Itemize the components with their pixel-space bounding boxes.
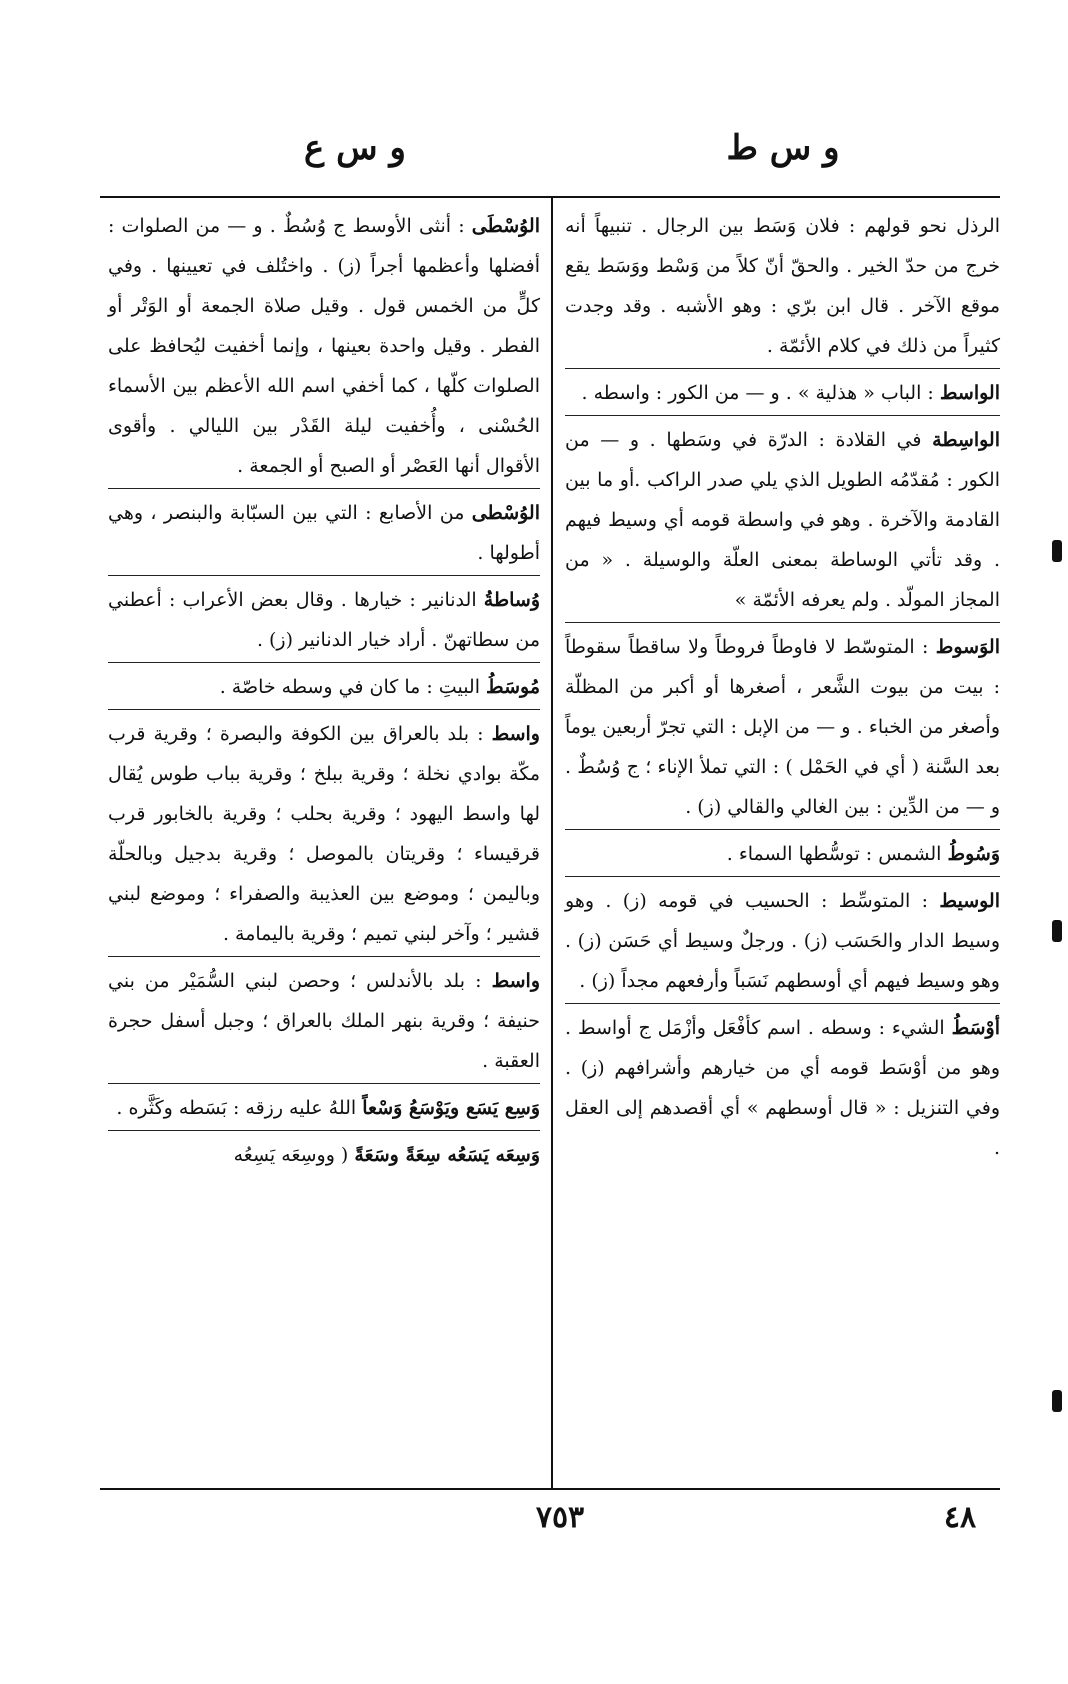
entry-headword: الواسِطة (932, 429, 1000, 451)
entry-text: البيتِ : ما كان في وسطه خاصّة . (219, 676, 480, 698)
page-number-right: ٤٨ (943, 1500, 977, 1535)
entry (565, 1003, 1000, 1168)
entry (565, 204, 1000, 366)
entry-text: : أنثى الأوسط ج وُسُطٌ . و — من الصلوات : أفضلها وأعظمها أجراً (ز) . واختُلف في تعيينها . وفي كلٍّ من الخمس قول . وقيل صلاة الجمعة أو الوَتْر أو الفطر . وقيل واحدة بعينها ، وإنما أخفيت ليُحافظ على الصلوات كلّها ، كما أخفي اسم الله الأعظم بين الأسماء الحُسْنى ، وأُخفيت ليلة القَدْر بين الليالي . وأقوى الأقوال أنها العَصْر أو الصبح أو الجمعة . (108, 215, 540, 477)
column-divider (551, 198, 553, 1488)
entry-headword: وَسِعَه يَسَعُه سِعَةً وسَعَةً (354, 1144, 540, 1166)
entry-text: الدنانير : خيارها . وقال بعض الأعراب : أعطني من سطاتهنّ . أراد خيار الدنانير (ز) . (108, 589, 540, 651)
entry-text: الرذل نحو قولهم : فلان وَسَط بين الرجال . تنبيهاً أنه خرج من حدّ الخير . والحقّ أنّ كلاً من وَسْط ووَسَط يقع موقع الآخر . قال ابن برّي : وهو الأشبه . وقد وجدت كثيراً من ذلك في كلام الأئمّة . (565, 215, 1000, 357)
entry-text: في القلادة : الدرّة في وسَطها . و — من الكور : مُقدّمُه الطويل الذي يلي صدر الراكب .أو ما بين القادمة والآخرة . وهو في واسطة قومه أي وسيط فيهم . وقد تأتي الوساطة بمعنى العلّة والوسيلة . « من المجاز المولّد . ولم يعرفه الأئمّة » (565, 429, 1000, 611)
entry (108, 575, 540, 660)
page-number-left: ٧٥٣ (535, 1500, 585, 1535)
entry-headword: واسط (491, 970, 541, 992)
margin-mark (1052, 920, 1062, 942)
entry (108, 662, 540, 707)
left-column-title: و س ع (304, 128, 406, 168)
entry-text: اللهُ عليه رزقه : بَسَطه وكَثَّره . (116, 1097, 357, 1119)
entry-headword: وَسِع يَسَع ويَوْسَعُ وَسْعاً (362, 1097, 540, 1119)
entry-text: ( ووسِعَه يَسِعُه (233, 1144, 349, 1166)
entry (108, 956, 540, 1081)
margin-mark (1052, 1390, 1062, 1412)
entry (565, 622, 1000, 827)
entry-text: الشيء : وسطه . اسم كأفْعَل وأزْمَل ج أواسط . وهو من أوْسَط قومه أي من خيارهم وأشرافهم (ز) . وفي التنزيل : « قال أوسطهم » أي أقصدهم إلى العقل . (565, 1017, 1000, 1159)
entry (565, 876, 1000, 1001)
entry-headword: وَسُوطُ (947, 843, 1000, 865)
entry-headword: واسط (491, 723, 540, 745)
entry-headword: مُوسَطُ (486, 676, 540, 698)
entry (108, 204, 540, 486)
entry (108, 1130, 540, 1175)
top-rule (100, 196, 1000, 198)
entry-text: : المتوسِّط : الحسيب في قومه (ز) . وهو وسيط الدار والحَسَب (ز) . ورجلٌ وسيط أي حَسَن (ز) . وهو وسيط فيهم أي أوسطهم نَسَباً وأرفعهم مجداً (ز) . (565, 890, 1000, 992)
entry (108, 709, 540, 954)
entry (565, 415, 1000, 620)
right-column-title: و س ط (726, 128, 840, 168)
entry-headword: الوسيط (939, 890, 1000, 912)
entry (565, 368, 1000, 413)
entry-headword: الوُسْطَى (471, 215, 540, 237)
entry (565, 829, 1000, 874)
entry-text: : الباب « هذلية » . و — من الكور : واسطه . (581, 382, 934, 404)
margin-mark (1052, 540, 1062, 562)
entry (108, 1083, 540, 1128)
bottom-rule (100, 1488, 1000, 1490)
entry-headword: الوُسْطى (471, 502, 540, 524)
entry-text: : المتوسّط لا فاوطاً فروطاً ولا ساقطاً سقوطاً : بيت من بيوت الشَّعر ، أصغرها أو أكبر من المظلّة وأصغر من الخباء . و — من الإبل : التي تجرّ أربعين يوماً بعد السَّنة ( أي في الحَمْل ) : التي تملأ الإناء ؛ ج وُسُطٌ . و — من الدِّين : بين الغالي والقالي (ز) . (565, 636, 1000, 818)
left-column (108, 204, 540, 1175)
entry-text: الشمس : توسُّطها السماء . (726, 843, 942, 865)
entry-headword: الواسط (939, 382, 1000, 404)
page-header (0, 128, 1068, 188)
entry (108, 488, 540, 573)
right-column (565, 204, 1000, 1168)
entry-text: من الأصابع : التي بين السبّابة والبنصر ، وهي أطولها . (108, 502, 540, 564)
entry-headword: الوَسوط (935, 636, 1000, 658)
entry-headword: أوْسَطُ (951, 1017, 1000, 1039)
entry-headword: وُساطةُ (483, 589, 540, 611)
entry-text: : بلد بالأندلس ؛ وحصن لبني السُّمَيْر من بني حنيفة ؛ وقرية بنهر الملك بالعراق ؛ وجبل أسفل حجرة العقبة . (108, 970, 540, 1072)
entry-text: : بلد بالعراق بين الكوفة والبصرة ؛ وقرية قرب مكّة بوادي نخلة ؛ وقرية ببلخ ؛ وقرية بباب طوس يُقال لها واسط اليهود ؛ وقرية بحلب ؛ وقرية بالخابور قرب قرقيساء ؛ وقريتان بالموصل ؛ وقرية بدجيل وبالحلّة وباليمن ؛ وموضع بين العذيبة والصفراء ؛ وموضع لبني قشير ؛ وآخر لبني تميم ؛ وقرية باليمامة . (108, 723, 540, 945)
